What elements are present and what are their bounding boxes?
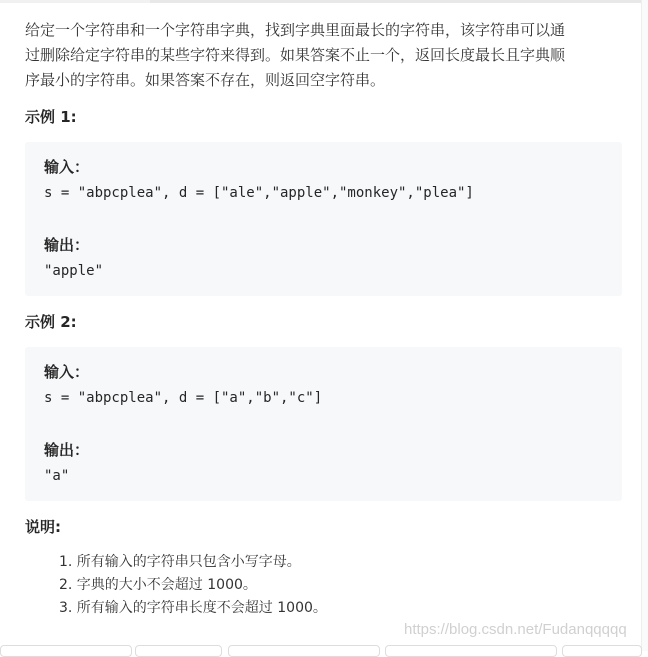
bottom-tab[interactable] (228, 645, 380, 657)
scrollbar-track[interactable] (641, 0, 648, 651)
input-label: 输入： (44, 158, 90, 176)
output-label: 输出： (44, 236, 90, 254)
top-divider (0, 0, 648, 3)
list-item: 3. 所有输入的字符串长度不会超过 1000。 (59, 600, 327, 616)
output-label: 输出： (44, 441, 90, 459)
description-line: 给定一个字符串和一个字符串字典，找到字典里面最长的字符串，该字符串可以通 (25, 21, 566, 39)
code-spacer (44, 206, 603, 232)
bottom-tab[interactable] (562, 645, 642, 657)
list-item: 1. 所有输入的字符串只包含小写字母。 (59, 554, 301, 570)
list-item: 2. 字典的大小不会超过 1000。 (59, 577, 257, 593)
bottom-tab-bar (0, 637, 648, 651)
example-2-codeblock (25, 347, 622, 501)
bottom-tab[interactable] (135, 645, 222, 657)
watermark: https://blog.csdn.net/Fudanqqqqq (404, 621, 627, 638)
problem-content (25, 18, 625, 620)
input-value: s = "abpcplea", d = ["ale","apple","monkey","plea"] (44, 185, 474, 201)
example-2-heading: 示例 2: (25, 313, 77, 331)
code-spacer (44, 411, 603, 437)
notes-list (25, 551, 625, 620)
bottom-tab[interactable] (0, 645, 132, 657)
notes-heading: 说明: (25, 518, 61, 536)
example-1-codeblock (25, 142, 622, 296)
example-1-heading: 示例 1: (25, 108, 77, 126)
input-value: s = "abpcplea", d = ["a","b","c"] (44, 390, 323, 406)
description-line: 过删除给定字符串的某些字符来得到。如果答案不止一个，返回长度最长且字典顺 (25, 46, 566, 64)
top-tab-strip (150, 0, 648, 3)
output-value: "a" (44, 468, 70, 484)
problem-description (25, 18, 625, 93)
bottom-tab[interactable] (385, 645, 557, 657)
output-value: "apple" (44, 263, 104, 279)
description-line: 序最小的字符串。如果答案不存在，则返回空字符串。 (25, 71, 386, 89)
input-label: 输入： (44, 363, 90, 381)
